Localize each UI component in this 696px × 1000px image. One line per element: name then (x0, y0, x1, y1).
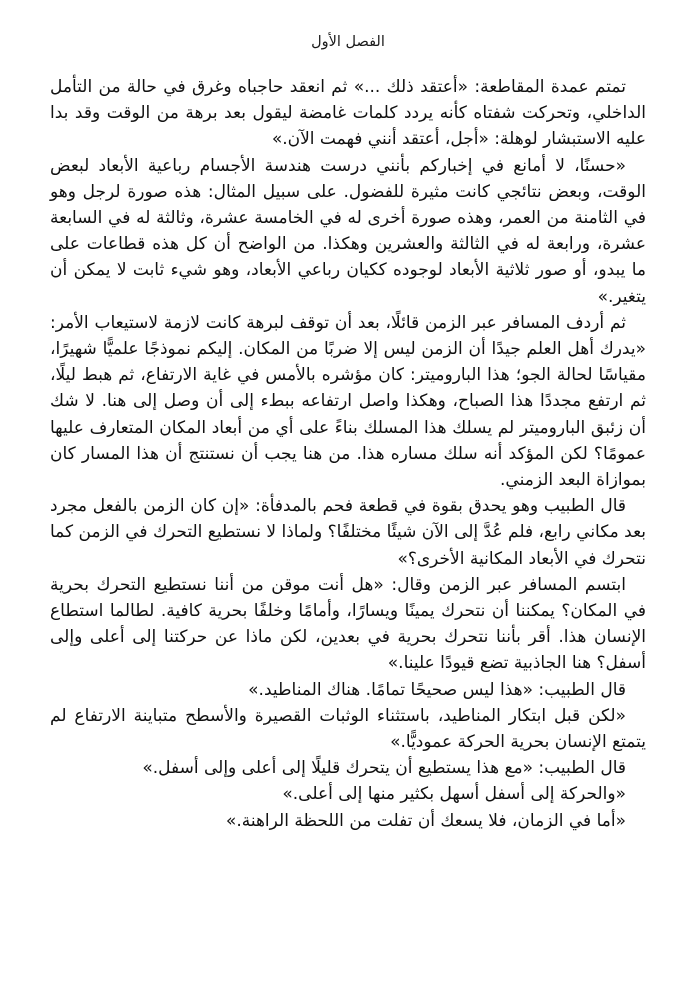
paragraph: ابتسم المسافر عبر الزمن وقال: «هل أنت موقن من أننا نستطيع التحرك بحرية في المكان؟ يمكننا أن نتحرك يمينًا ويسارًا، وأمامًا وخلفًا بحرية كافية. لطالما استطاع الإنسان هذا. أقر بأننا نتحرك بحرية في بعدين، لكن ماذا عن حركتنا إلى أعلى وإلى أسفل؟ هنا الجاذبية تضع قيودًا علينا.» (50, 574, 646, 674)
paragraph: تمتم عمدة المقاطعة: «أعتقد ذلك ...» ثم انعقد حاجباه وغرق في حالة من التأمل الداخلي، وتحركت شفتاه كأنه يردد كلمات غامضة ليقول بعد برهة من الوقت وقد بدا عليه الاستبشار لوهلة: «أجل، أعتقد أنني فهمت الآن.» (50, 77, 646, 150)
paragraph: قال الطبيب وهو يحدق بقوة في قطعة فحم بالمدفأة: «إن كان الزمن بالفعل مجرد بعد مكاني رابع، فلم عُدَّ إلى الآن شيئًا مختلفًا؟ ولماذا لا نستطيع التحرك في الزمن كما نتحرك في الأبعاد المكانية الأخرى؟» (50, 496, 646, 569)
chapter-header: الفصل الأول (311, 34, 385, 50)
paragraph: قال الطبيب: «هذا ليس صحيحًا تمامًا. هناك المناطيد.» (248, 679, 626, 700)
paragraph: «حسنًا، لا أمانع في إخباركم بأنني درست هندسة الأجسام رباعية الأبعاد لبعض الوقت، وبعض نتائجي كانت مثيرة للفضول. على سبيل المثال: هذه صورة لرجل وهو في الثامنة من العمر، وهذه صورة أخرى له في الخامسة عشرة، وثالثة له في السابعة عشرة، ورابعة له في الثالثة والعشرين وهكذا. من الواضح أن كل هذه قطاعات على ما يبدو، أو صور ثلاثية الأبعاد لوجوده ككيان رباعي الأبعاد، وهو شيء ثابت لا يمكن أن يتغير.» (50, 155, 646, 307)
page-body (50, 74, 646, 834)
paragraph: قال الطبيب: «مع هذا يستطيع أن يتحرك قليلًا إلى أعلى وإلى أسفل.» (142, 758, 626, 779)
paragraph: «لكن قبل ابتكار المناطيد، باستثناء الوثبات القصيرة والأسطح متباينة الارتفاع لم يتمتع الإنسان بحرية الحركة عموديًّا.» (50, 705, 646, 753)
paragraph: ثم أردف المسافر عبر الزمن قائلًا، بعد أن توقف لبرهة كانت لازمة لاستيعاب الأمر: «يدرك أهل العلم جيدًا أن الزمن ليس إلا ضربًا من المكان. إليكم نموذجًا علميًّا شهيرًا، مقياسًا لحالة الجو؛ هذا الباروميتر: كان مؤشره بالأمس في غاية الارتفاع، ثم هبط ليلًا، ثم ارتفع مجددًا هذا الصباح، وهكذا واصل ارتفاعه ببطء إلى أن وصل إلى هنا. لا شك أن زئبق الباروميتر لم يسلك هذا المسلك بناءً على أي من أبعاد المكان المتعارف عليها عمومًا؟ لكن المؤكد أنه سلك مساره هذا. من هنا يجب أن نستنتج أن هذا المسار كان بموازاة البعد الزمني. (50, 312, 646, 491)
paragraph: «والحركة إلى أسفل أسهل بكثير منها إلى أعلى.» (282, 784, 626, 805)
paragraph: «أما في الزمان، فلا يسعك أن تفلت من اللحظة الراهنة.» (225, 810, 626, 831)
